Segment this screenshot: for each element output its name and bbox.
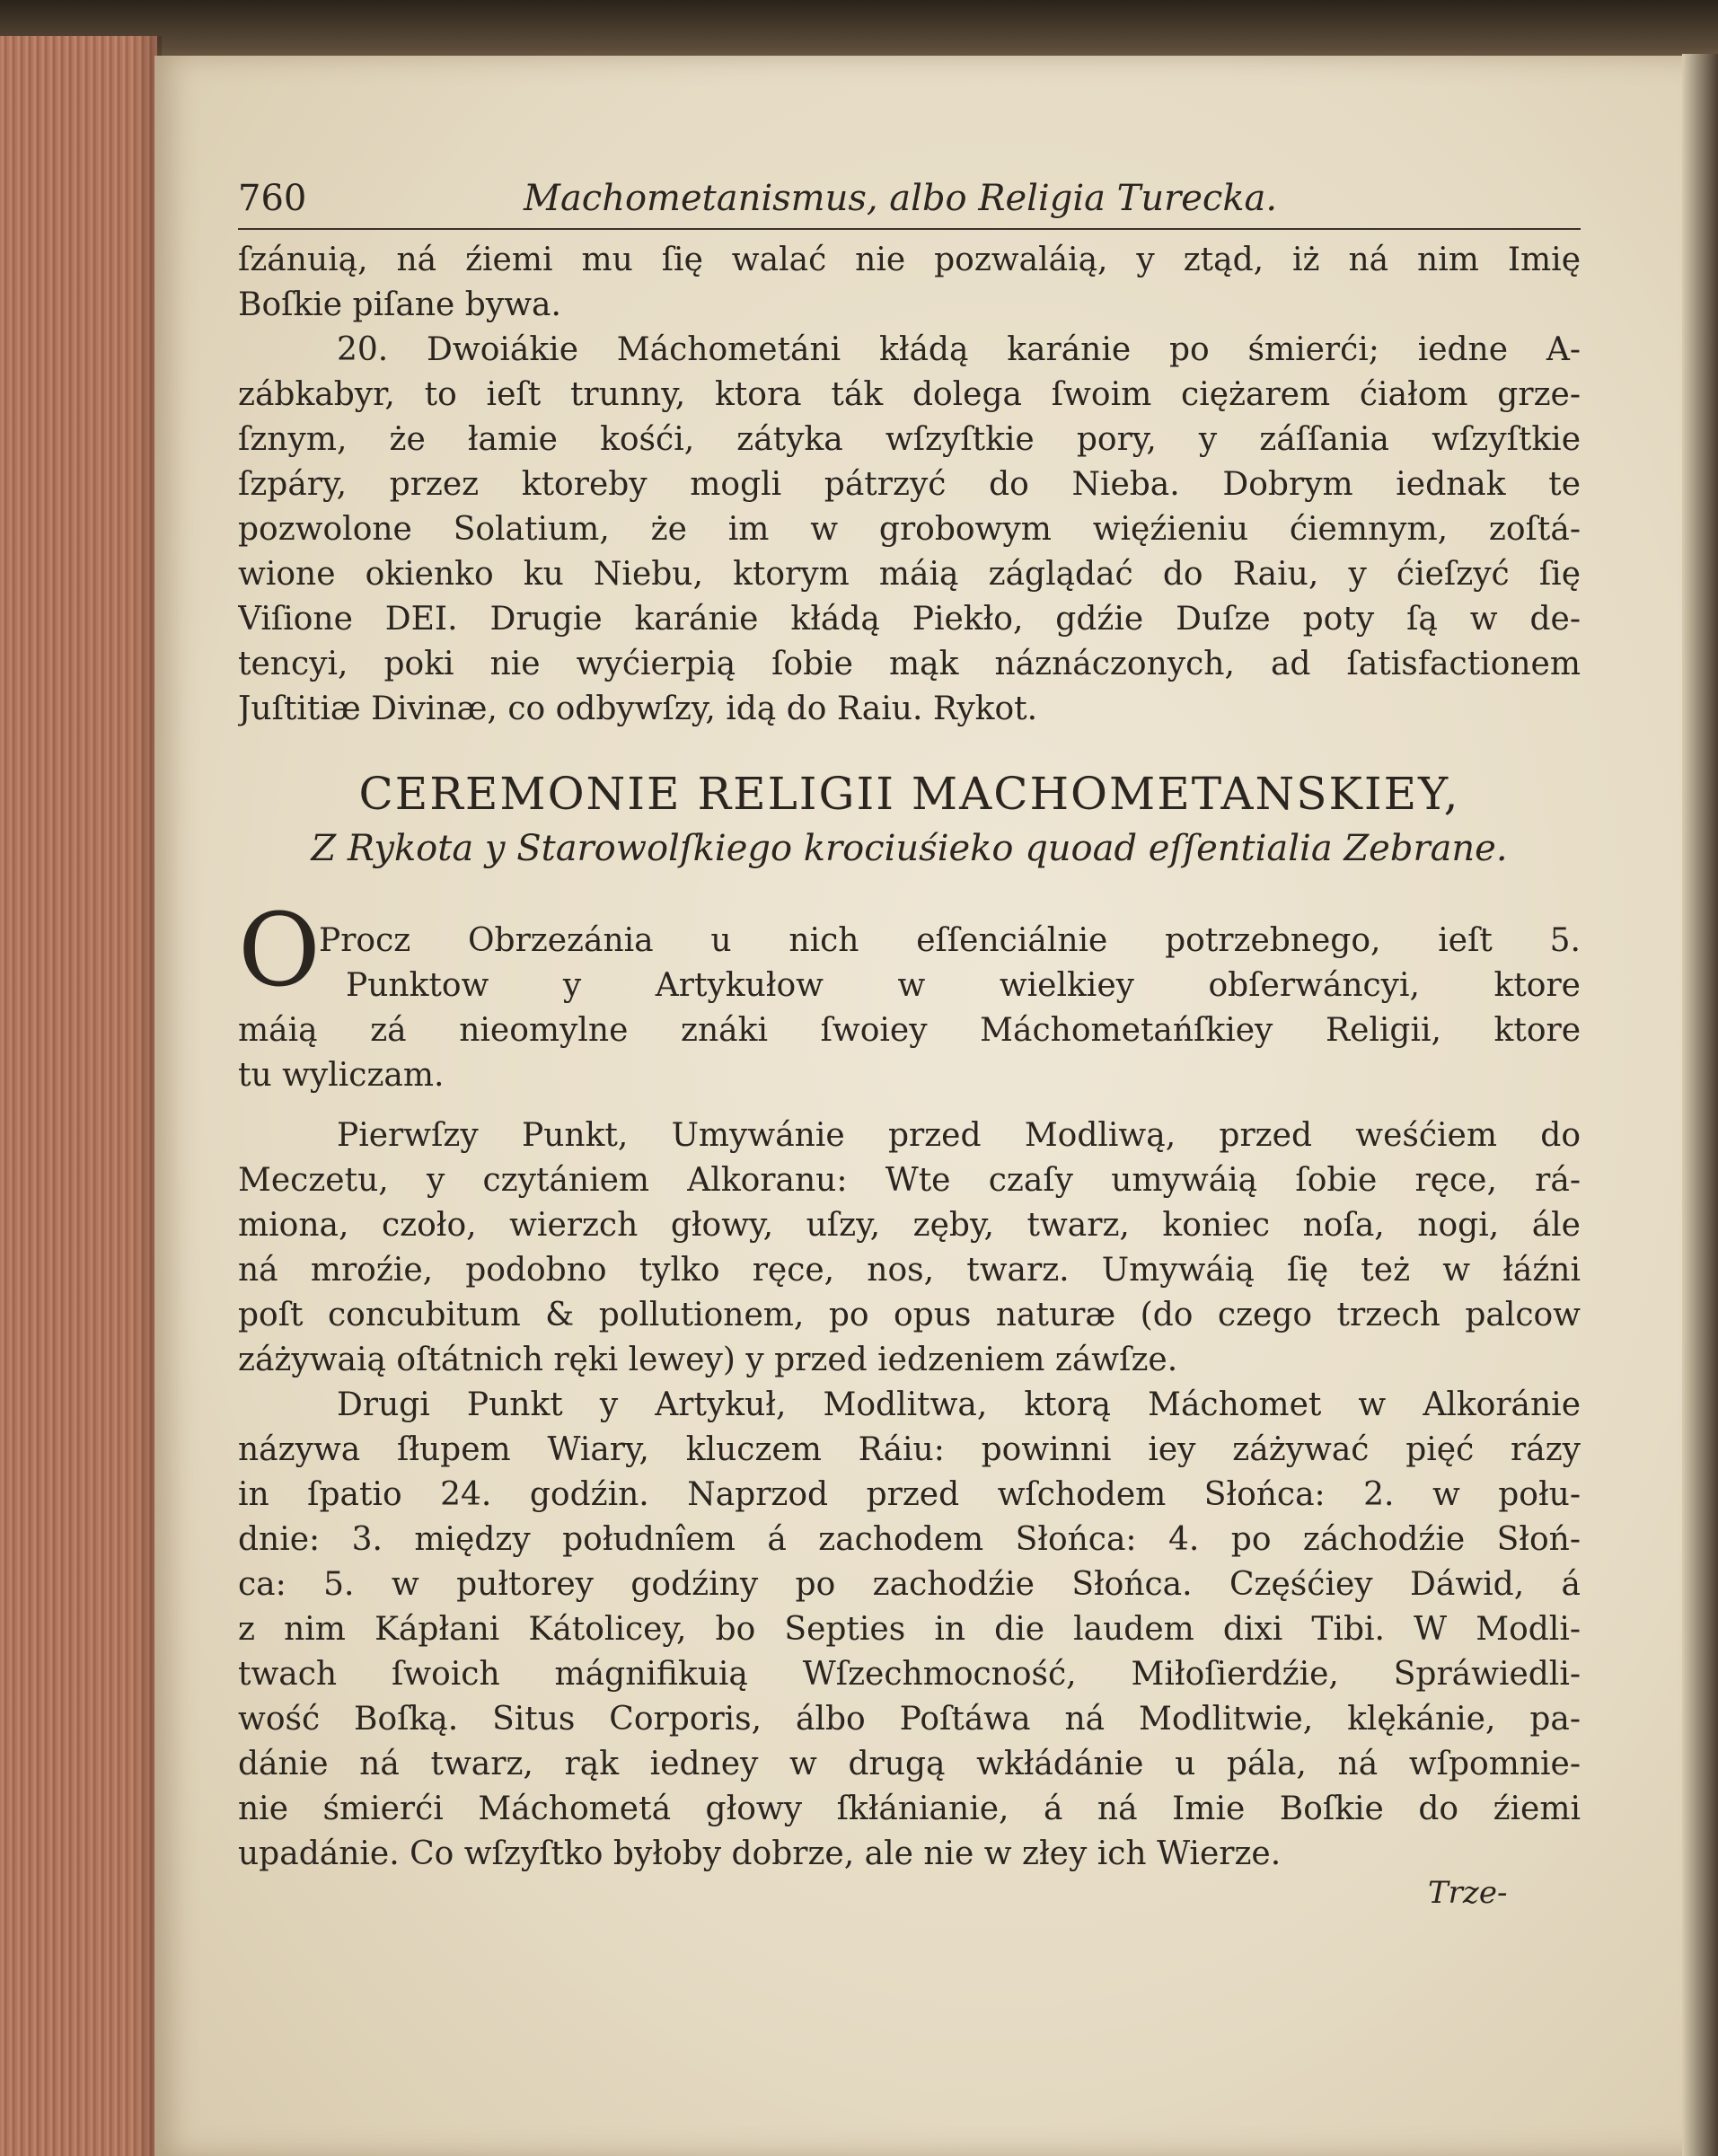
text-line: Punktow y Artykułow w wielkiey obſerwáncyi, ktore	[346, 967, 1581, 1004]
header-rule	[238, 228, 1581, 230]
text-line: 20. Dwoiákie Máchometáni kłádą karánie po śmierći; iedne A-	[337, 331, 1581, 368]
text-line: wość Boſką. Situs Corporis, álbo Poſtáwa ná Modlitwie, klękánie, pa-	[238, 1701, 1581, 1738]
text-line: ſzánuią, ná źiemi mu ſię walać nie pozwaláią, y ztąd, iż ná nim Imię	[238, 242, 1581, 278]
text-line: Meczetu, y czytániem Alkoranu: Wte czaſy umywáią ſobie ręce, rá-	[238, 1162, 1581, 1199]
text-line: miona, czoło, wierzch głowy, uſzy, zęby, twarz, koniec noſa, nogi, ále	[238, 1207, 1581, 1244]
text-line: twach ſwoich mágnifikuią Wſzechmocność, Miłoſierdźie, Spráwiedli-	[238, 1656, 1581, 1693]
text-line: dánie ná twarz, rąk iedney w drugą wkłádánie u pála, ná wſpomnie-	[238, 1746, 1581, 1782]
text-line: ca: 5. w pułtorey godźiny po zachodźie Słońca. Częśćiey Dáwid, á	[238, 1566, 1581, 1603]
text-line: máią zá nieomylne znáki ſwoiey Máchometańſkiey Religii, ktore	[238, 1012, 1581, 1049]
text-line: dnie: 3. między połudnîem á zachodem Słońca: 4. po záchodźie Słoń-	[238, 1521, 1581, 1558]
text-line: Viſione DEI. Drugie karánie kłádą Piekło, gdźie Duſze poty ſą w de-	[238, 601, 1581, 638]
section-subheading: Z Rykota y Starowolſkiego krociuśieko quoad eſſentialia Zebrane.	[311, 828, 1508, 869]
text-line: z nim Kápłani Kátolicey, bo Septies in die laudem dixi Tibi. W Modli-	[238, 1611, 1581, 1648]
text-line: tu wyliczam.	[238, 1057, 445, 1094]
text-line: názywa ſłupem Wiary, kluczem Ráiu: powinni iey záżywać pięć rázy	[238, 1431, 1581, 1468]
text-line: zábkabyr, to ieſt trunny, ktora ták dolega ſwoim ciężarem ćiałom grze-	[238, 376, 1581, 413]
text-line: ná mroźie, podobno tylko ręce, nos, twarz. Umywáią ſię też w łáźni	[238, 1252, 1581, 1289]
paragraph-block-1	[238, 238, 1581, 732]
text-line: nie śmierći Máchometá głowy ſkłánianie, á ná Imie Boſkie do źiemi	[238, 1791, 1581, 1827]
text-line: in ſpatio 24. godźin. Naprzod przed wſchodem Słońca: 2. w połu-	[238, 1476, 1581, 1513]
text-line: Juſtitiæ Divinæ, co odbywſzy, idą do Raiu. Rykot.	[238, 691, 1038, 727]
text-line: záżywaią oſtátnich ręki lewey) y przed iedzeniem záwſze.	[238, 1342, 1178, 1378]
book-right-edge	[1682, 54, 1718, 2156]
text-line: Pierwſzy Punkt, Umywánie przed Modliwą, przed weśćiem do	[337, 1117, 1581, 1154]
text-line: Procz Obrzezánia u nich eſſenciálnie potrzebnego, ieſt 5.	[319, 922, 1581, 959]
text-line: tencyi, poki nie wyćierpią ſobie mąk náznáczonych, ad ſatisfactionem	[238, 646, 1581, 682]
drop-cap: O	[238, 893, 321, 1009]
page-number: 760	[238, 178, 307, 219]
text-line: pozwolone Solatium, że im w grobowym więźieniu ćiemnym, zoſtá-	[238, 511, 1581, 548]
book-page-edges	[0, 36, 157, 2156]
text-line: wione okienko ku Niebu, ktorym máią záglądać do Raiu, y ćieſzyć ſię	[238, 556, 1581, 593]
text-line: upadánie. Co wſzyſtko byłoby dobrze, ale nie w złey ich Wierze.	[238, 1835, 1282, 1872]
paragraph-block-2	[319, 919, 1581, 1008]
paragraph-block-3	[238, 1113, 1581, 1877]
running-title: Machometanismus, albo Religia Turecka.	[524, 178, 1278, 219]
text-line: poſt concubitum & pollutionem, po opus naturæ (do czego trzech palcow	[238, 1297, 1581, 1333]
catchword: Trze-	[1428, 1875, 1508, 1911]
text-line: ſzpáry, przez ktoreby mogli pátrzyć do Nieba. Dobrym iednak te	[238, 466, 1581, 503]
text-line: Drugi Punkt y Artykuł, Modlitwa, ktorą Máchomet w Alkoránie	[337, 1386, 1581, 1423]
text-line: ſznym, że łamie kośći, zátyka wſzyſtkie pory, y záſſania wſzyſtkie	[238, 421, 1581, 458]
paragraph-block-2-cont	[238, 1008, 1581, 1098]
text-line: Boſkie piſane bywa.	[238, 286, 561, 323]
page-header	[238, 178, 1581, 228]
section-heading: CEREMONIE RELIGII MACHOMETANSKIEY,	[358, 768, 1460, 820]
